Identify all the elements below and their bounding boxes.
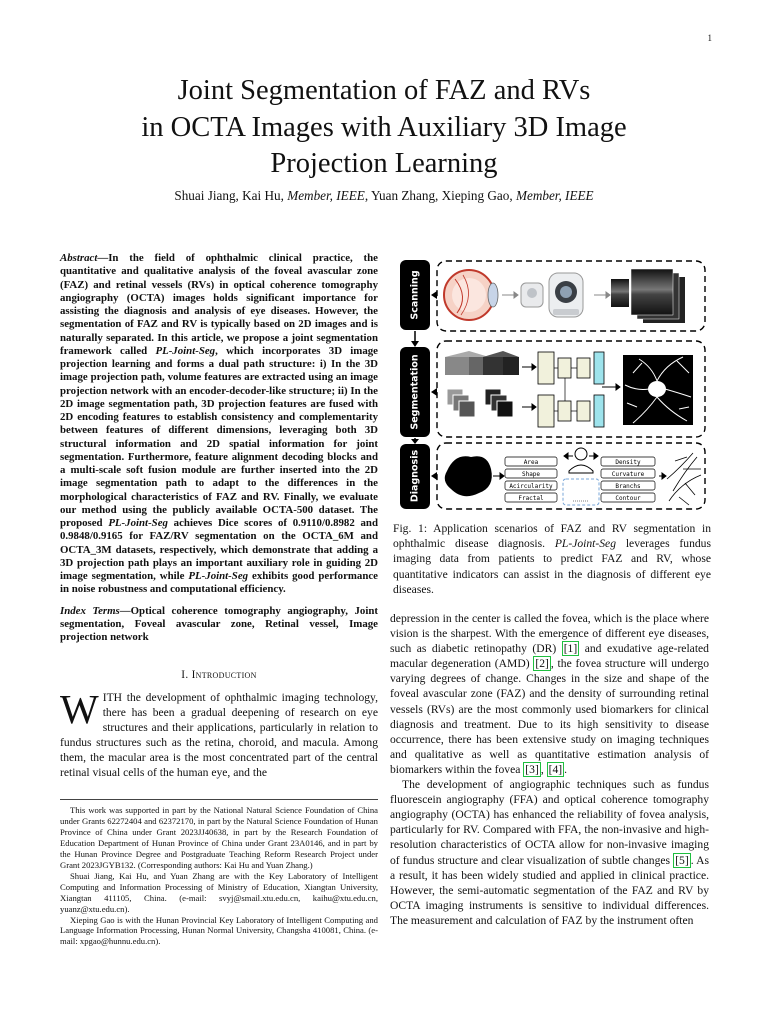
faz-metric-shape: Shape — [521, 471, 541, 478]
method-name: PL-Joint-Seg — [155, 344, 216, 357]
intro-paragraph — [60, 685, 378, 781]
faz-metric-area: Area — [523, 459, 539, 466]
abstract-text-4: exhibits good performance in noise robustness and computational efficiency. — [60, 570, 378, 596]
caption-label: Fig. 1: — [393, 522, 434, 535]
drop-cap: W — [60, 685, 99, 732]
octa-volume-inputs — [445, 351, 519, 375]
abstract-text-2: , which incorporates 3D image projection learning and forms a dual path structure: i) In the 3D image projection path, volume features are extracted using an image projection network with an encoder-decoder-like structure; ii) In the 2D image segmentation path, 3D projection features are fused with 2D encoding features to establish consistency and complementarity between features of different dimensions, leveraging both 3D structural information and 2D spatial information for joint segmentation. Furthermore, feature alignment decoding blocks and a multi-scale soft fusion module are further inserted into the 2D image segmentation path to adapt to the differences in the morphological characteristics of FAZ and RV. Finally, we evaluate our method using the publicly available OCTA-500 dataset. The proposed — [60, 344, 378, 529]
body-text: , the fovea structure will undergo varying degrees of change. Changes in the size and shape of the foveal avascular zone (FAZ) and the density of surrounding retinal vessels (RVs) are the most commonly used biomarkers for clinical diagnosis and treatment. Due to its high sensitivity to disease occurrence, there has been extensive study on imaging techniques and qualitative as well as quantitative estimation analysis of biomarkers within the fovea — [390, 657, 709, 776]
authors-part-1: Shuai Jiang, Kai Hu, — [174, 188, 288, 203]
figure-1 — [397, 257, 710, 514]
faz-metric-acircularity: Acircularity — [509, 483, 553, 490]
octa-device-illustration — [521, 273, 583, 317]
method-name: PL-Joint-Seg — [188, 570, 249, 582]
title-line-2: in OCTA Images with Auxiliary 3D Image — [141, 111, 627, 143]
abstract-text-3: achieves Dice scores of 0.9110/0.8982 and 0.9848/0.9165 for FAZ/RV segmentation on the OCTA_6M and OCTA_3M datasets, respectively, which demonstrate that adding a 3D projection path plays an important auxiliary role in guiding 2D image segmentation, while — [60, 517, 378, 582]
rv-metric-density: Density — [615, 459, 641, 466]
section-number: I. — [181, 669, 192, 682]
index-terms — [60, 605, 378, 645]
figure-1-diagram — [397, 257, 710, 514]
body-text: and exudative age-related macular degeneration (AMD) — [390, 642, 709, 671]
right-column — [390, 611, 709, 928]
body-text: . As a result, it has been widely studied and applied in clinical practice. However, the semi-automatic segmentation of the FAZ and RV by OCTA imaging instruments is sensitive to individual differences. The measurement and calculation of FAZ by the instrument often — [390, 853, 709, 927]
rv-metrics-list — [601, 457, 655, 502]
index-terms-label: Index Terms — [60, 604, 120, 617]
intro-paragraph-continued — [390, 611, 709, 777]
authors-part-2: , Yuan Zhang, Xieping Gao, — [364, 188, 516, 203]
octa-projection-inputs — [447, 389, 513, 417]
page-number: 1 — [707, 33, 712, 43]
footnote-rule — [60, 799, 378, 800]
segmentation-output — [623, 355, 693, 425]
author-list — [60, 187, 708, 205]
title-line-3: Projection Learning — [270, 148, 498, 179]
title-line-1: Joint Segmentation of FAZ and RVs — [177, 75, 591, 106]
caption-text-2: leverages fundus imaging data from patients to predict FAZ and RV, whose quantitative indicators can assist in the diagnosis of different eye diseases. — [393, 537, 711, 596]
row-label-diagnosis: Diagnosis — [409, 449, 421, 503]
eye-illustration — [444, 270, 498, 320]
body-text: depression in the center is called the fovea, which is the place where vision is the sharpest. With the emergence of different eye diseases, such as diabetic retinopathy (DR) — [390, 612, 709, 656]
footnote-affiliation-1: Shuai Jiang, Kai Hu, and Yuan Zhang are with the Key Laboratory of Intelligent Computing and Information Processing of Ministry of Education, Xiangtan University, Xiangtan 411105, China. (e-mail: svyj@smail.xtu.edu.cn, kaihu@xtu.edu.cn, yuanz@xtu.edu.cn). — [60, 870, 378, 914]
abstract-text-1: —In the field of ophthalmic clinical practice, the quantitative and qualitative analysis of the foveal avascular zone (FAZ) and retinal vessels (RVs) in optical coherence tomography angiography (OCTA) images holds significant importance for assisting the diagnosis and analysis of eye diseases. However, the segmentation of FAZ and RV is typically based on 2D images and is naturally separated. In this article, we propose a joint segmentation framework called — [60, 252, 378, 357]
oct-volume-stack — [611, 269, 685, 323]
section-title: Introduction — [191, 669, 257, 682]
rv-metric-branchs: Branchs — [615, 483, 641, 490]
intro-text: ITH the development of ophthalmic imaging technology, there has been a gradual deepening of research on eye structures and their applications, particularly in relation to fundus structures such as the retina, choroid, and macula. Among them, the macular area is the most concentrated part of the central retinal visual cells of the human eye, and the — [60, 690, 378, 779]
footnotes — [60, 805, 378, 947]
method-name: PL-Joint-Seg — [554, 537, 616, 551]
left-column — [60, 252, 378, 780]
index-terms-text: —Optical coherence tomography angiography, Joint segmentation, Foveal avascular zone, Retinal vessel, Image projection network — [60, 604, 378, 643]
faz-metrics-list — [505, 457, 557, 502]
abstract-label: Abstract — [60, 252, 98, 264]
footnote-affiliation-2: Xieping Gao is with the Hunan Provincial Key Laboratory of Intelligent Computing and Language Information Processing, Hunan Normal University, Changsha 410081, China. (e-mail: xpgao@hunnu.edu.cn). — [60, 914, 378, 947]
row-label-scanning: Scanning — [409, 270, 421, 320]
footnote-funding: This work was supported in part by the National Natural Science Foundation of China under Grants 62272404 and 62372170, in part by the Natural Science Foundation of Hunan Province of China under Grant 2023JJ40638, in part by the Research Foundation of Education Department of Hunan Province of China under Grant 23A0146, and in part by the Hunan Province Degree and Postgraduate Teaching Reform Research Project under Grant 2023JGYB132. (Corresponding authors: Kai Hu and Yuan Zhang.) — [60, 805, 378, 870]
encoder-decoder-network — [538, 352, 604, 427]
citation-link[interactable]: [2] — [535, 657, 549, 671]
rv-metric-curvature: Curvature — [611, 471, 645, 478]
body-text: . — [564, 762, 568, 776]
citation-link[interactable]: [4] — [548, 762, 563, 776]
figure-1-caption — [393, 521, 711, 597]
method-name: PL-Joint-Seg — [108, 517, 168, 529]
author-role-2: Member, IEEE — [515, 188, 594, 203]
section-heading-introduction — [60, 669, 378, 682]
faz-metric-fractal: Fractal — [518, 495, 544, 502]
rv-metric-contour: Contour — [615, 495, 641, 502]
row-label-segmentation: Segmentation — [409, 354, 421, 430]
body-text: , — [540, 762, 547, 776]
faz-shape — [445, 456, 492, 496]
author-role-1: Member, IEEE — [287, 188, 365, 203]
caption-text-1: Application scenarios of FAZ and RV segmentation in ophthalmic disease diagnosis. — [393, 522, 711, 551]
rv-vessel-map — [667, 453, 701, 505]
intro-paragraph-2 — [390, 777, 709, 928]
abstract — [60, 252, 378, 597]
citation-link[interactable]: [5] — [675, 853, 689, 867]
citation-link[interactable]: [3] — [525, 762, 539, 776]
body-text: The development of angiographic techniques such as fundus fluorescein angiography (FFA) and optical coherence tomography angiography (OCTA) has enhanced the reliability of fovea analysis, particularly for RV. Compared with FFA, the non-invasive and high-resolution characteristics of OCTA allow for non-invasive imaging of fundus structure and clear visualization of subtle changes — [390, 778, 709, 867]
citation-link[interactable]: [1] — [563, 642, 578, 656]
paper-title — [60, 73, 708, 183]
